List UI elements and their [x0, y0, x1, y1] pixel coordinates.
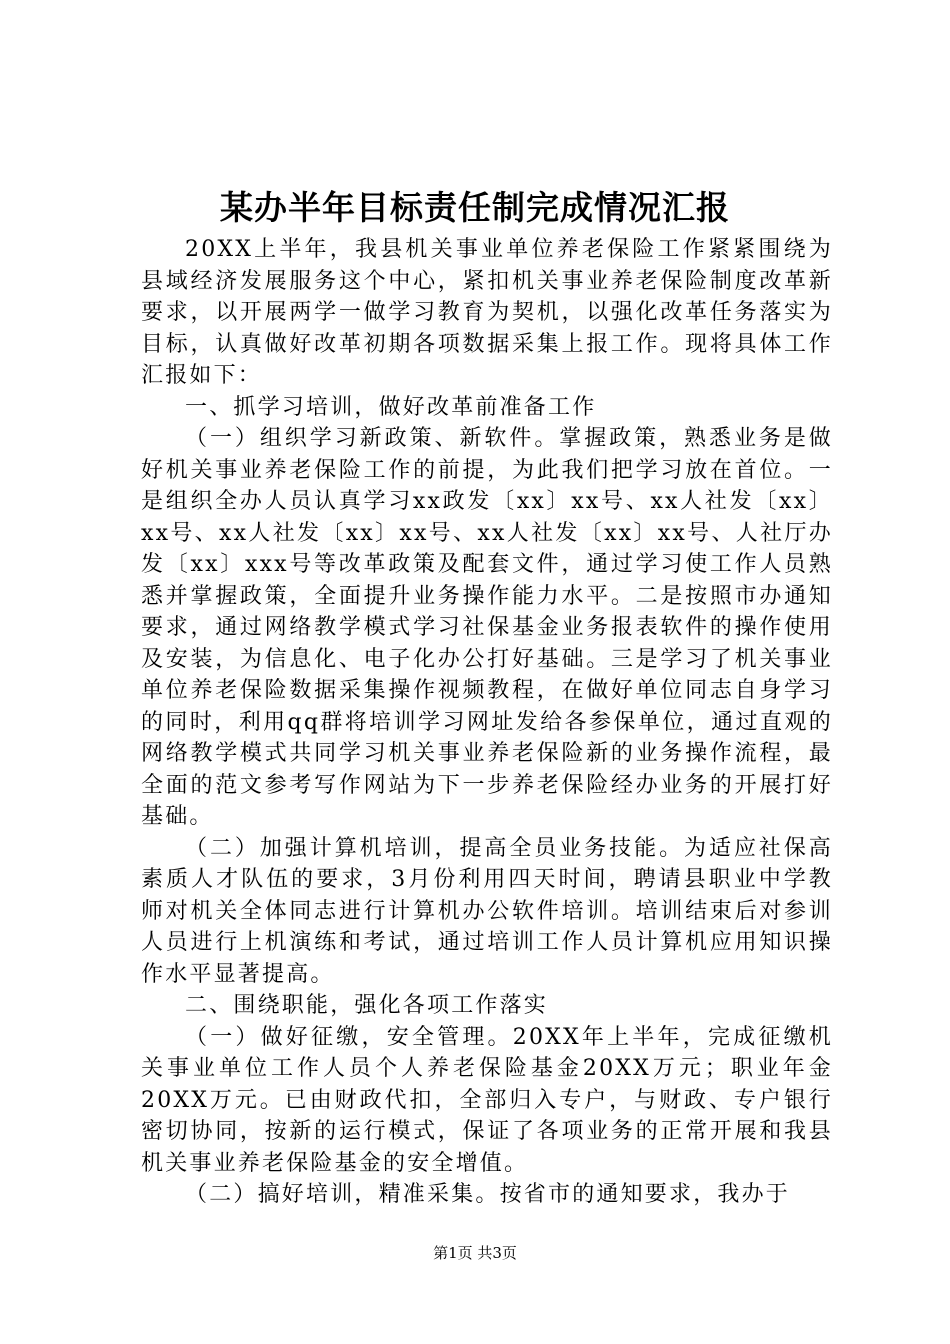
document-body	[141, 234, 833, 1211]
section-heading-1: 一、抓学习培训，做好改革前准备工作	[185, 394, 597, 420]
paragraph-2-2: （二）搞好培训，精准采集。按省市的通知要求，我办于	[185, 1182, 791, 1207]
paragraph-intro: 20XX上半年，我县机关事业单位养老保险工作紧紧围绕为县域经济发展服务这个中心，紧扣机关事业养老保险制度改革新要求，以开展两学一做学习教育为契机，以强化改革任务落实为目标，认真做好改革初期各项数据采集上报工作。现将具体工作汇报如下：	[141, 237, 833, 388]
paragraph-1-2: （二）加强计算机培训，提高全员业务技能。为适应社保高素质人才队伍的要求，3月份利用四天时间，聘请县职业中学教师对机关全体同志进行计算机办公软件培训。培训结束后对参训人员进行上机演练和考试，通过培训工作人员计算机应用知识操作水平显著提高。	[141, 835, 833, 987]
section-heading-2: 二、围绕职能，强化各项工作落实	[185, 993, 549, 1018]
page-number-footer: 第1页 共3页	[433, 1244, 517, 1262]
paragraph-2-1: （一）做好征缴，安全管理。20XX年上半年，完成征缴机关事业单位工作人员个人养老保险基金20XX万元；职业年金20XX万元。已由财政代扣，全部归入专户，与财政、专户银行密切协同，按新的运行模式，保证了各项业务的正常开展和我县机关事业养老保险基金的安全增值。	[141, 1024, 833, 1176]
paragraph-1-1: （一）组织学习新政策、新软件。掌握政策，熟悉业务是做好机关事业养老保险工作的前提，为此我们把学习放在首位。一是组织全办人员认真学习xx政发〔xx〕xx号、xx人社发〔xx〕xx号、xx人社发〔xx〕xx号、xx人社发〔xx〕xx号、人社厅办发〔xx〕xxx号等改革政策及配套文件，通过学习使工作人员熟悉并掌握政策，全面提升业务操作能力水平。二是按照市办通知要求，通过网络教学模式学习社保基金业务报表软件的操作使用及安装，为信息化、电子化办公打好基础。三是学习了机关事业单位养老保险数据采集操作视频教程，在做好单位同志自身学习的同时，利用qq群将培训学习网址发给各参保单位，通过直观的网络教学模式共同学习机关事业养老保险新的业务操作流程，最全面的范文参考写作网站为下一步养老保险经办业务的开展打好基础。	[141, 426, 833, 829]
document-title: 某办半年目标责任制完成情况汇报	[220, 188, 730, 227]
